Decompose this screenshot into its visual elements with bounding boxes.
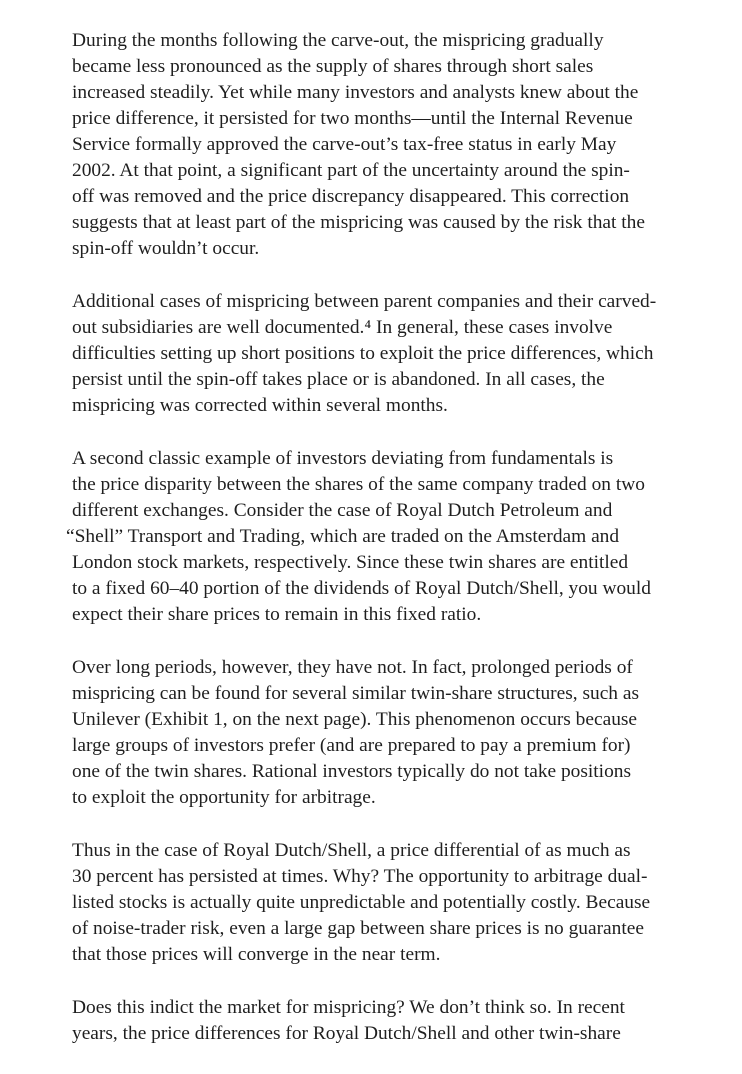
text-line: During the months following the carve-out, the mispricing gradually (72, 30, 604, 51)
text-line: listed stocks is actually quite unpredictable and potentially costly. Because (72, 892, 651, 913)
paragraph-2 (72, 289, 712, 419)
paragraph-6 (72, 995, 712, 1047)
text-line: mispricing can be found for several similar twin-share structures, such as (72, 683, 640, 704)
paragraph-3 (66, 446, 712, 628)
text-line: different exchanges. Consider the case of Royal Dutch Petroleum and (72, 500, 613, 521)
paragraph-1 (72, 28, 712, 262)
text-line: increased steadily. Yet while many investors and analysts knew about the (72, 82, 639, 103)
text-line: Thus in the case of Royal Dutch/Shell, a price differential of as much as (72, 840, 631, 861)
text-line: mispricing was corrected within several months. (72, 395, 448, 416)
text-line: Unilever (Exhibit 1, on the next page). This phenomenon occurs because (72, 709, 638, 730)
text-line: suggests that at least part of the mispricing was caused by the risk that the (72, 212, 645, 233)
text-line: expect their share prices to remain in this fixed ratio. (72, 604, 482, 625)
text-line: that those prices will converge in the near term. (72, 944, 441, 965)
text-line: A second classic example of investors deviating from fundamentals is (72, 448, 614, 469)
text-line: London stock markets, respectively. Since these twin shares are entitled (72, 552, 629, 573)
text-line: persist until the spin-off takes place or is abandoned. In all cases, the (72, 369, 605, 390)
text-line: 2002. At that point, a significant part of the uncertainty around the spin- (72, 160, 630, 181)
text-line: difficulties setting up short positions to exploit the price differences, which (72, 343, 654, 364)
paragraph-4 (72, 655, 712, 811)
text-line: the price disparity between the shares of the same company traded on two (72, 474, 645, 495)
text-line: to a fixed 60–40 portion of the dividends of Royal Dutch/Shell, you would (72, 578, 651, 599)
text-line: Over long periods, however, they have not. In fact, prolonged periods of (72, 657, 633, 678)
text-line: price difference, it persisted for two months—until the Internal Revenue (72, 108, 633, 129)
text-line: 30 percent has persisted at times. Why? The opportunity to arbitrage dual- (72, 866, 648, 887)
text-line: spin-off wouldn’t occur. (72, 238, 260, 259)
text-line: large groups of investors prefer (and are prepared to pay a premium for) (72, 735, 631, 756)
text-line: became less pronounced as the supply of shares through short sales (72, 56, 594, 77)
text-line: one of the twin shares. Rational investors typically do not take positions (72, 761, 632, 782)
paragraph-5 (72, 838, 712, 968)
text-line: Does this indict the market for mispricing? We don’t think so. In recent (72, 997, 625, 1018)
text-line: off was removed and the price discrepancy disappeared. This correction (72, 186, 630, 207)
text-line: years, the price differences for Royal Dutch/Shell and other twin-share (72, 1023, 621, 1044)
document-page (66, 28, 712, 1074)
text-line: out subsidiaries are well documented.⁴ In general, these cases involve (72, 317, 613, 338)
text-line: Service formally approved the carve-out’s tax-free status in early May (72, 134, 617, 155)
text-line: Additional cases of mispricing between parent companies and their carved- (72, 291, 657, 312)
text-line: “Shell” Transport and Trading, which are traded on the Amsterdam and (66, 526, 620, 547)
text-line: of noise-trader risk, even a large gap between share prices is no guarantee (72, 918, 644, 939)
text-line: to exploit the opportunity for arbitrage. (72, 787, 376, 808)
